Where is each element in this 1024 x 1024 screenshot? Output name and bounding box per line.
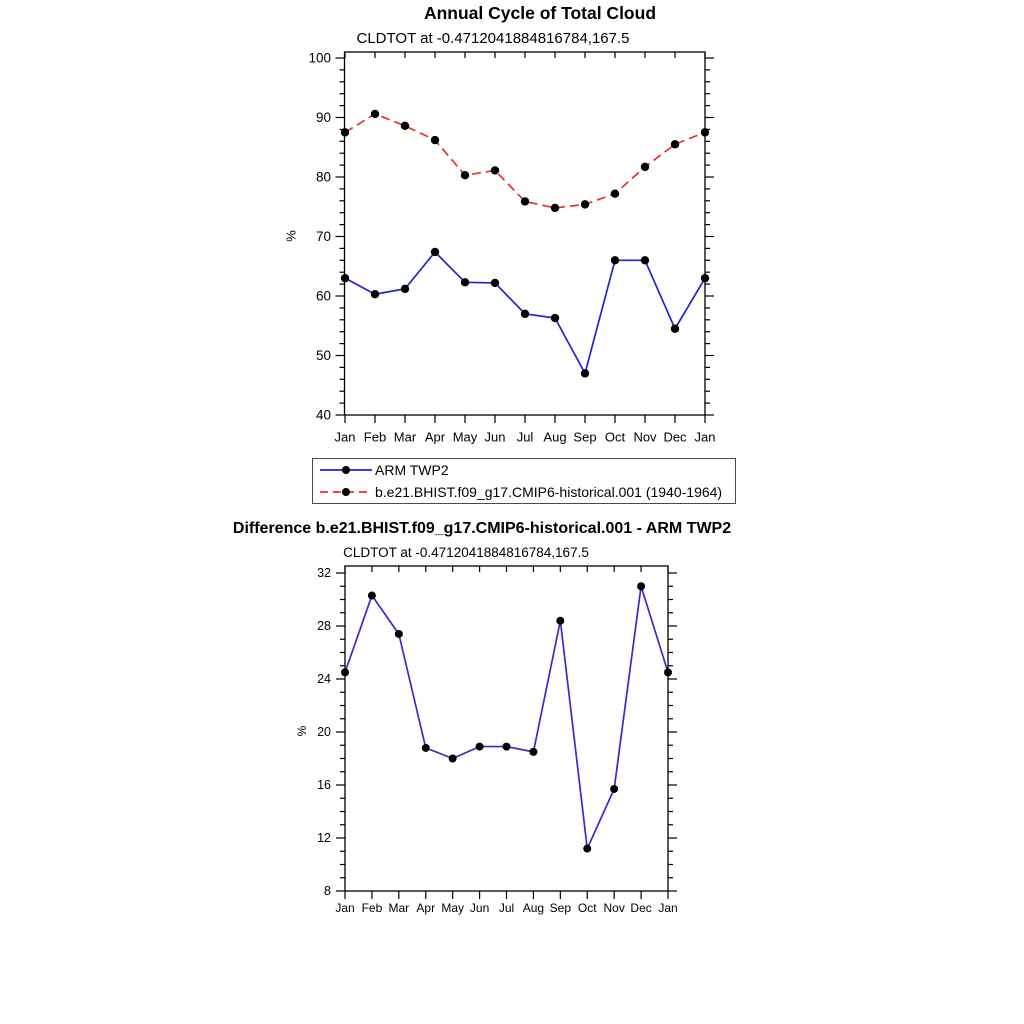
y-tick-label: 90: [315, 110, 331, 125]
x-axis-ticks: [345, 566, 668, 899]
x-tick-label: Sep: [549, 901, 572, 915]
y-axis-title: %: [295, 725, 309, 737]
y-tick-label: 28: [317, 619, 331, 633]
y-axis-labels: [308, 51, 331, 423]
x-tick-label: Jun: [469, 901, 490, 915]
plot-1: [295, 566, 678, 915]
y-axis-ticks: [336, 58, 715, 415]
x-tick-label: Oct: [604, 429, 626, 445]
x-tick-label: Jul: [498, 901, 515, 915]
legend-item-model: [318, 482, 735, 502]
x-axis-labels: [335, 430, 716, 445]
x-tick-label: Jan: [335, 901, 355, 915]
x-tick-label: Apr: [416, 901, 436, 915]
y-axis-title: %: [283, 230, 299, 242]
difference-chart-subtitle: CLDTOT at -0.4712041884816784,167.5: [343, 545, 589, 560]
x-tick-label: Apr: [424, 429, 446, 445]
legend-label-model: b.e21.BHIST.f09_g17.CMIP6-historical.001 (1940-1964): [375, 483, 723, 500]
x-tick-label: Dec: [663, 429, 687, 445]
y-tick-label: 20: [317, 725, 331, 739]
top-chart-subtitle: CLDTOT at -0.4712041884816784,167.5: [356, 30, 630, 47]
red-dashed-line-swatch: [318, 485, 374, 499]
difference-chart-title: Difference b.e21.BHIST.f09_g17.CMIP6-historical.001 - ARM TWP2: [232, 520, 732, 537]
top-chart-title: Annual Cycle of Total Cloud: [423, 3, 657, 23]
series-line-1: [345, 114, 705, 208]
x-axis-ticks: [345, 52, 705, 423]
x-tick-label: Mar: [393, 429, 417, 445]
x-tick-label: Aug: [543, 429, 567, 445]
y-tick-label: 12: [317, 831, 331, 845]
plot-frame: [345, 52, 706, 415]
x-tick-label: Mar: [388, 901, 410, 915]
y-axis-ticks: [336, 573, 677, 891]
series-line-0: [345, 586, 668, 848]
legend-box: [312, 458, 736, 504]
y-tick-label: 100: [308, 50, 331, 66]
x-tick-label: Jan: [658, 901, 678, 915]
x-tick-label: Sep: [573, 429, 597, 445]
plot-frame: [345, 566, 668, 891]
x-tick-label: Oct: [577, 901, 597, 915]
x-tick-label: Nov: [603, 901, 625, 915]
y-tick-label: 40: [315, 407, 331, 423]
y-axis-labels: [317, 566, 331, 898]
y-tick-label: 80: [315, 169, 331, 185]
x-tick-label: Aug: [522, 901, 545, 915]
legend-item-arm-twp2: [318, 460, 735, 480]
x-tick-label: Jan: [334, 429, 356, 445]
x-tick-label: Jun: [484, 429, 506, 445]
x-tick-label: Jul: [516, 429, 534, 445]
y-tick-label: 24: [317, 672, 331, 686]
y-tick-label: 60: [315, 288, 331, 304]
plot-0: [284, 51, 716, 445]
y-tick-label: 50: [315, 348, 331, 363]
blue-solid-line-swatch: [318, 463, 374, 477]
x-tick-label: May: [452, 429, 478, 445]
x-tick-label: May: [441, 901, 465, 915]
x-axis-labels: [335, 901, 677, 915]
x-tick-label: Jan: [694, 429, 716, 445]
x-tick-label: Feb: [361, 901, 383, 915]
y-tick-label: 16: [317, 778, 331, 792]
y-tick-label: 70: [315, 229, 331, 244]
y-tick-label: 8: [324, 884, 331, 898]
x-tick-label: Feb: [363, 429, 387, 445]
series-markers-0: [341, 248, 709, 378]
legend-label-arm-twp2: ARM TWP2: [375, 462, 449, 479]
x-tick-label: Nov: [633, 429, 657, 445]
x-tick-label: Dec: [630, 901, 652, 915]
y-tick-label: 32: [317, 566, 331, 580]
